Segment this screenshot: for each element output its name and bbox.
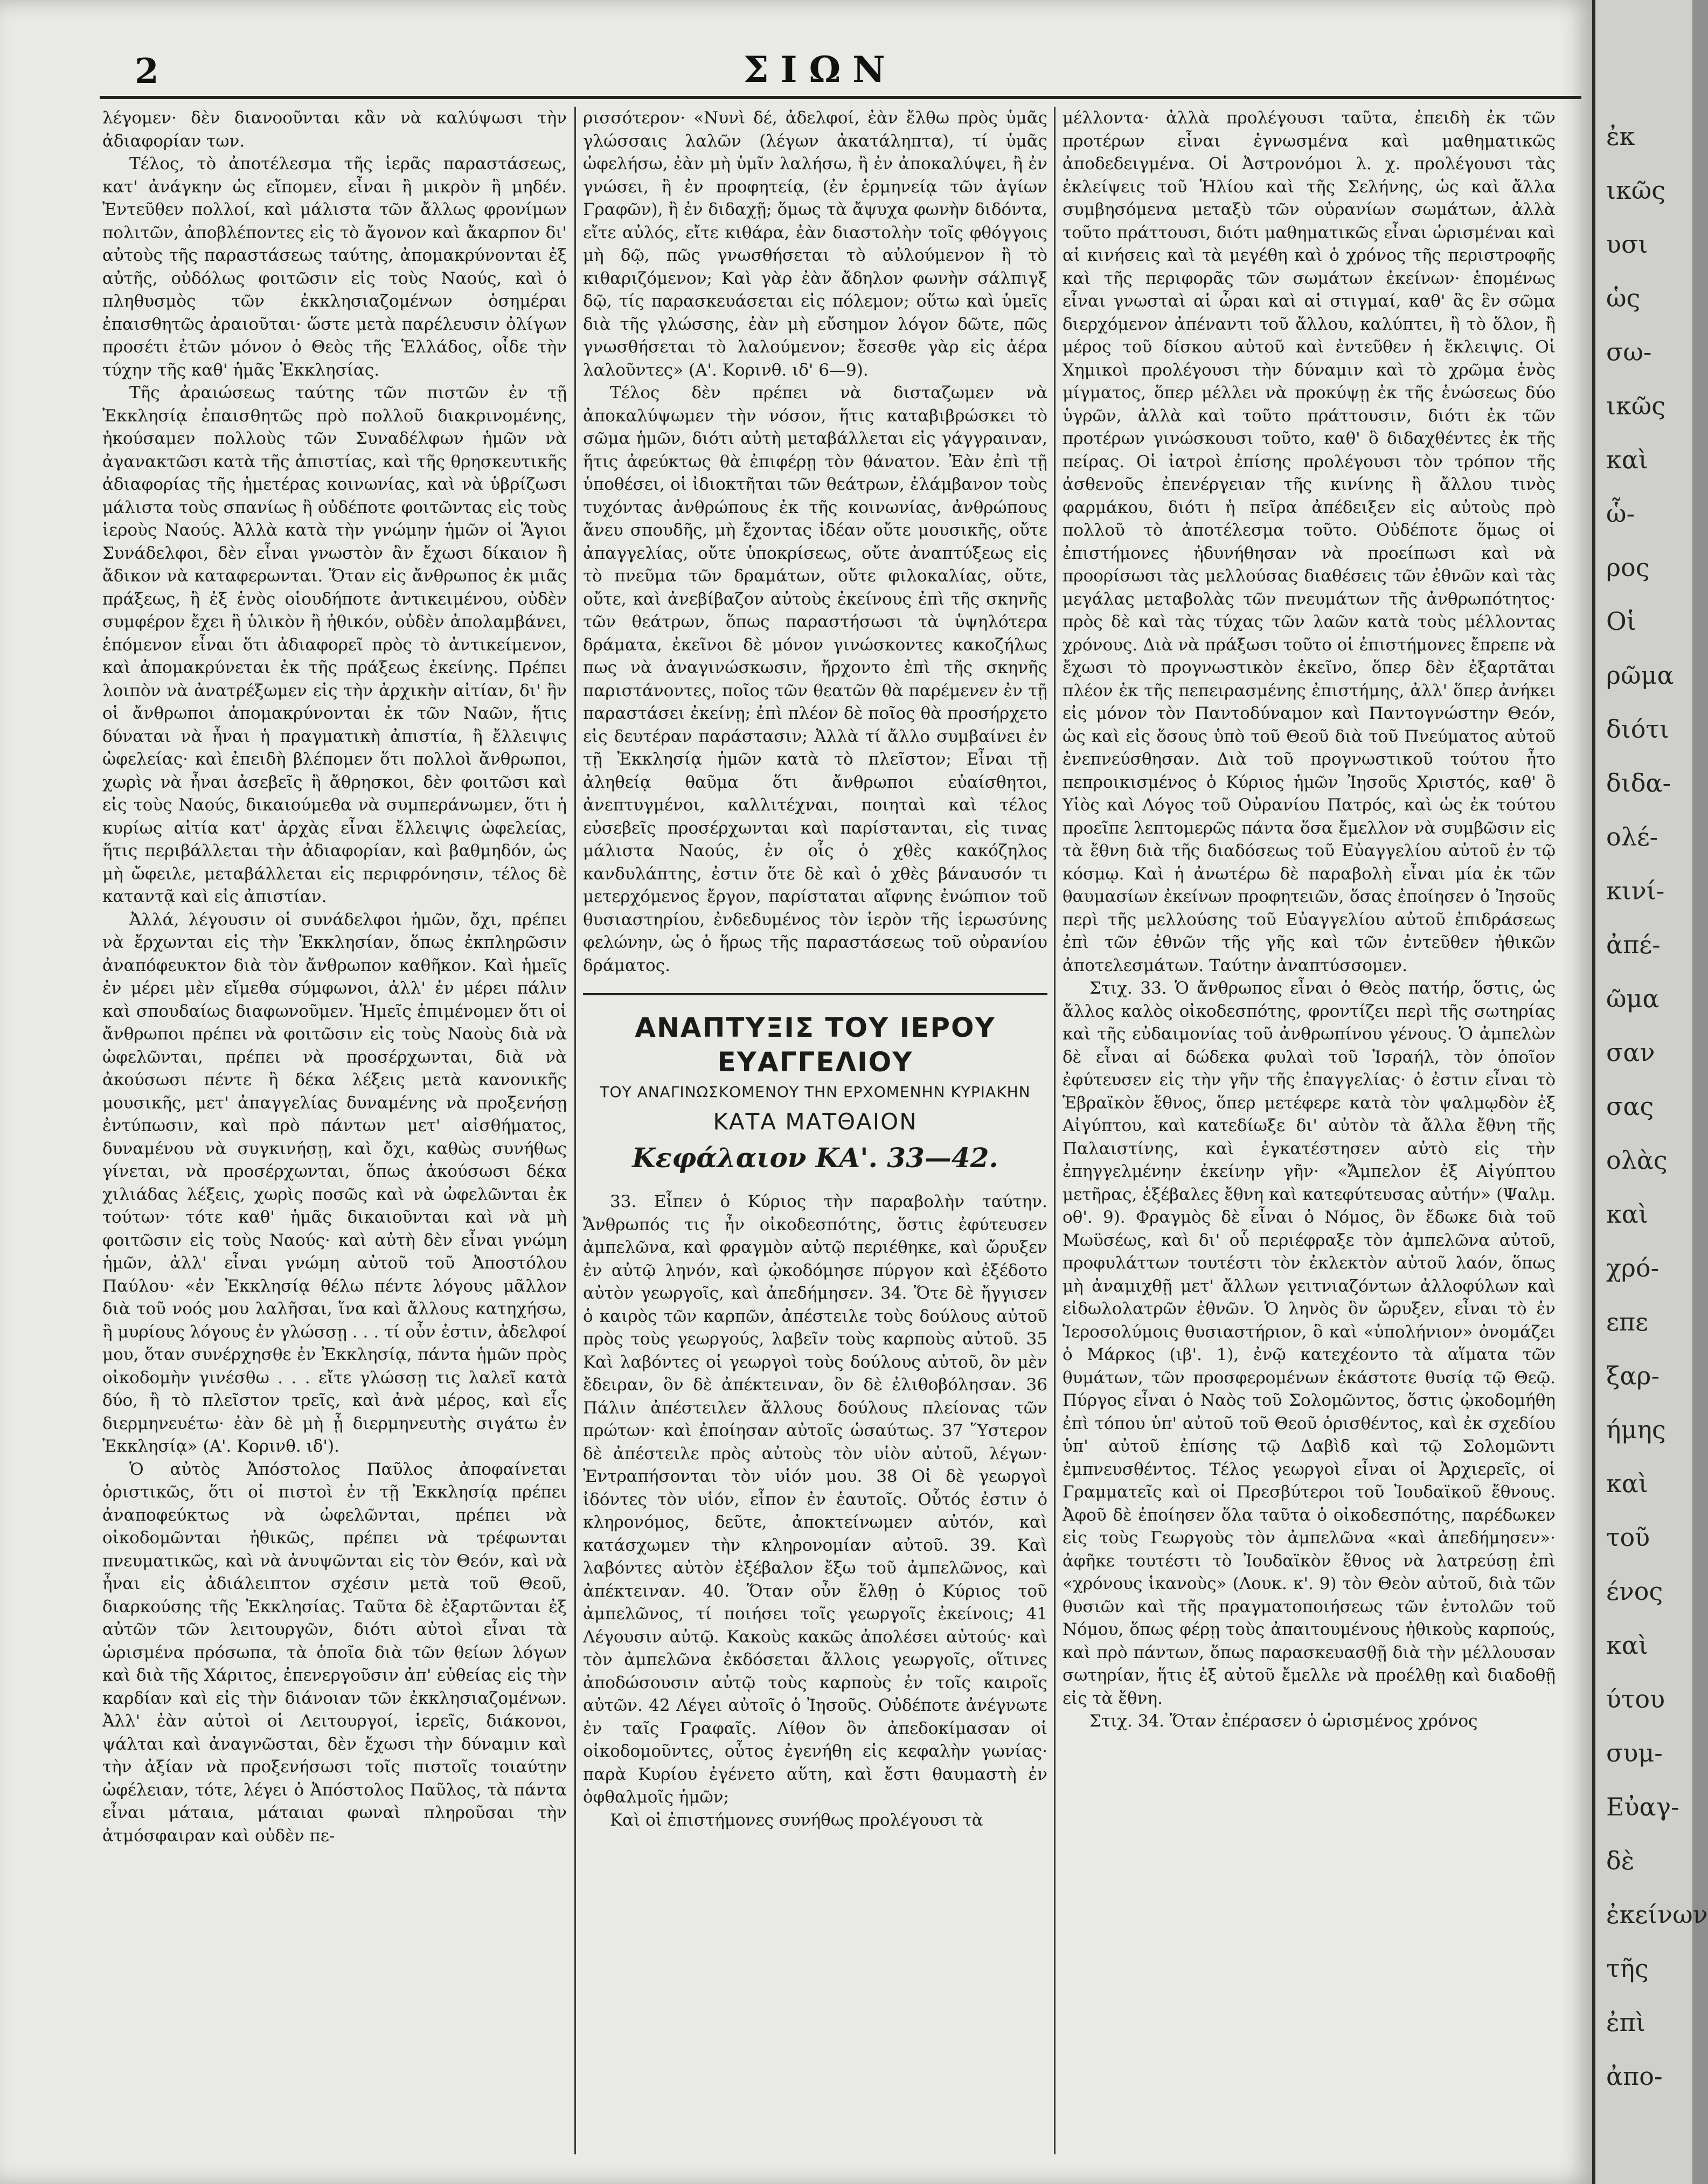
section-gospel: ΚΑΤΑ ΜΑΤΘΑΙΟΝ xyxy=(713,1108,918,1135)
adjacent-page-edge xyxy=(1592,0,1708,2184)
section-title: ΑΝΑΠΤΥΞΙΣ ΤΟΥ ΙΕΡΟΥ ΕΥΑΓΓΕΛΙΟΥ xyxy=(635,1012,996,1078)
gospel-section-heading xyxy=(583,993,1047,1177)
section-subtitle: ΤΟΥ ΑΝΑΓΙΝΩΣΚΟΜΕΝΟΥ ΤΗΝ ΕΡΧΟΜΕΝΗΝ ΚΥΡΙΑΚΗΝ xyxy=(600,1083,1031,1101)
paragraph: Ὁ αὐτὸς Ἀπόστολος Παῦλος ἀποφαίνεται ὁριστικῶς, ὅτι οἱ πιστοὶ ἐν τῇ Ἐκκλησίᾳ πρέπει ἀναποφεύκτως νὰ ὠφελῶνται, πρέπει νὰ οἰκοδομῶνται ἠθικῶς, πρέπει νὰ τρέφωνται πνευματικῶς, καὶ νὰ ἀνυψῶνται εἰς τὸν Θεόν, καὶ νὰ ἦναι εἰς ἀδιάλειπτον σχέσιν μετὰ τοῦ Θεοῦ, διαρκούσης τῆς Ἐκκλησίας. Ταῦτα δὲ ἐξαρτῶνται ἐξ αὐτῶν τῶν λειτουργῶν, διότι αὐτοὶ εἶναι τὰ ὡρισμένα πρόσωπα, τὰ ὁποῖα διὰ τῶν θείων λόγων καὶ διὰ τῆς Χάριτος, ἐπενεργοῦσιν ἀπ' εὐθείας εἰς τὴν καρδίαν καὶ εἰς τὴν διάνοιαν τῶν ἐκκλησιαζομένων. Ἀλλ' ἐὰν αὐτοὶ οἱ Λειτουργοί, ἱερεῖς, διάκονοι, ψάλται καὶ ἀναγνῶσται, δὲν ἔχωσι τὴν δύναμιν καὶ τὴν ἀξίαν νὰ προξενήσωσι τοῖς πιστοῖς τοιαύτην ὠφέλειαν, τότε, λέγει ὁ Ἀπόστολος Παῦλος, τὰ πάντα εἶναι μάταια, μάταιαι φωναὶ πληροῦσαι τὴν ἀτμόσφαιραν καὶ οὐδὲν πε- xyxy=(102,1459,567,1846)
next-page-fragment: ολὰς xyxy=(1606,1146,1668,1175)
next-page-fragment: καὶ xyxy=(1606,1631,1648,1660)
paragraph: Τέλος δὲν πρέπει νὰ δισταζωμεν νὰ ἀποκαλύψωμεν τὴν νόσον, ἥτις καταβιβρώσκει τὸ σῶμα ἡμῶν, διότι αὐτὴ μεταβάλλεται εἰς γάγγραιναν, ἥτις ἀφεύκτως θὰ ἐπιφέρῃ τὸν θάνατον. Ἐὰν ἐπὶ τῇ ὑποθέσει, οἱ ἰδιοκτῆται τῶν θεάτρων, ἐλάμβανον τοὺς τυχόντας ἀνθρώπους ἐκ τῆς κοινωνίας, ἀνθρώπους ἄνευ σπουδῆς, μὴ ἔχοντας ἰδέαν οὔτε μουσικῆς, οὔτε ἀπαγγελίας, οὔτε ὑποκρίσεως, οὔτε ἀναπτύξεως εἰς τὸ πνεῦμα τῶν δραμάτων, οὔτε φιλοκαλίας, οὔτε, οὔτε, καὶ ἀνεβίβαζον αὐτοὺς ἐκείνους ἐπὶ τῆς σκηνῆς τῶν θεάτρων, ὅπως παραστήσωσι τὰ ὑψηλότερα δράματα, ἐκεῖνοι δὲ μόνον γινώσκοντες κακοζήλως πως νὰ ἀναγινώσκωσιν, ἤρχοντο ἐπὶ τῆς σκηνῆς παριστάνοντες, ποῖος τῶν θεατῶν θὰ παρέμενεν ἐν τῇ παραστάσει ἐκείνῃ; ἐπὶ πλέον δὲ ποῖος θὰ προσήρχετο εἰς δευτέραν παράστασιν; Ἀλλὰ τί ἄλλο συμβαίνει ἐν τῇ Ἐκκλησίᾳ ἡμῶν κατὰ τὸ πλεῖστον; Εἶναι τῇ ἀληθείᾳ θαῦμα ὅτι ἄνθρωποι εὐαίσθητοι, ἀνεπτυγμένοι, καλλιτέχναι, ποιηταὶ καὶ τέλος εὐσεβεῖς προσέρχωνται καὶ παρίστανται, εἰς τινας μάλιστα Ναούς, ἐν οἷς ὁ χθὲς κακόζηλος κανδυλάπτης, ἐστιν ὅτε δὲ καὶ ὁ χθὲς βάναυσόν τι μετερχόμενος ἔργον, παρίσταται αἴφνης ἐνώπιον τοῦ θυσιαστηρίου, ἐνδεδυμένος τὸν ἱερὸν τῆς ἱερωσύνης φελώνην, ὡς ὁ ἥρως τῆς παραστάσεως τοῦ οὐρανίου δράματος. xyxy=(583,383,1047,975)
header-rule xyxy=(100,96,1581,99)
next-page-fragment: ῶμα xyxy=(1606,984,1660,1013)
paragraph: μέλλοντα· ἀλλὰ προλέγουσι ταῦτα, ἐπειδὴ ἐκ τῶν προτέρων εἶναι ἐγνωσμένα καὶ μαθηματικῶς ἀποδεδειγμένα. Οἱ Ἀστρονόμοι λ. χ. προλέγουσι τὰς ἐκλείψεις τοῦ Ἡλίου καὶ τῆς Σελήνης, ὡς καὶ ἄλλα συμβησόμενα μεταξὺ τῶν οὐρανίων σωμάτων, ἀλλὰ τοῦτο πράττουσι, διότι μαθηματικῶς εἶναι ὡρισμέναι καὶ αἱ κινήσεις καὶ τὰ μεγέθη καὶ ὁ χρόνος τῆς περιστροφῆς καὶ τῆς περιφορᾶς τῶν σωμάτων ἐκείνων· ἑπομένως εἶναι γνωσταὶ αἱ ὧραι καὶ αἱ στιγμαί, καθ' ἃς ἓν σῶμα διερχόμενον ἀπέναντι τοῦ ἄλλου, καλύπτει, ἢ τὸ ὅλον, ἢ μέρος τοῦ δίσκου αὐτοῦ καὶ ἐντεῦθεν ἡ ἔκλειψις. Οἱ Χημικοὶ προλέγουσι τὴν δύναμιν καὶ τὸ χρῶμα ἑνὸς μίγματος, ὅπερ μέλλει νὰ προκύψῃ ἐκ τῆς ἑνώσεως δύο ὑγρῶν, ἀλλὰ καὶ τοῦτο πράττουσιν, διότι ἐκ τῶν προτέρων γινώσκουσι τοῦτο, καθ' ὃ διδαχθέντες ἐκ τῆς πείρας. Οἱ ἰατροὶ ἐπίσης προλέγουσι τὸν τρόπον τῆς ἀσθενοῦς ἐπενέργειαν τῆς κινίνης ἢ ἄλλου τινὸς φαρμάκου, διότι ἡ πεῖρα ἀπέδειξεν εἰς αὐτοὺς πρὸ πολλοῦ τὸ ἀποτέλεσμα τοῦτο. Οὐδέποτε ὅμως οἱ ἐπιστήμονες ἠδυνήθησαν νὰ προείπωσι καὶ νὰ προορίσωσι τὰς μελλούσας διαθέσεις τῶν ἐθνῶν καὶ τὰς μεγάλας μεταβολὰς τῶν πνευμάτων τῆς ἀνθρωπότητος· πρὸς δὲ καὶ τὰς τύχας τῶν λαῶν κατὰ τοὺς μέλλοντας χρόνους. Διὰ νὰ πράξωσι τοῦτο οἱ ἐπιστήμονες ἔπρεπε νὰ ἔχωσι τὸ προγνωστικὸν ἐκεῖνο, ὅπερ δὲν ἐξαρτᾶται πλέον ἐκ τῆς πεπειρασμένης ἐπιστήμης, ἀλλ' ὅπερ ἀνήκει εἰς μόνον τὸν Παντοδύναμον καὶ Παντογνώστην Θεόν, ὡς καὶ εἰς ὅσους ὑπὸ τοῦ Θεοῦ διὰ τοῦ Πνεύματος αὐτοῦ ἐνεπνεύσθησαν. Διὰ τοῦ προγνωστικοῦ τούτου ἦτο πεπροικισμένος ὁ Κύριος ἡμῶν Ἰησοῦς Χριστός, καθ' ὃ Υἱὸς καὶ Λόγος τοῦ Οὐρανίου Πατρός, καὶ ὡς ἐκ τούτου προεῖπε λεπτομερῶς πάντα ὅσα ἔμελλον νὰ συμβῶσιν εἰς τὰ ἔθνη διὰ τῆς διαδόσεως τοῦ Εὐαγγελίου αὐτοῦ ἐν τῷ κόσμῳ. Καὶ ἡ ἀνωτέρω δὲ παραβολὴ εἶναι μία ἐκ τῶν θαυμασίων ἐκείνων προφητειῶν, ὅσας ἐποίησεν ὁ Ἰησοῦς περὶ τῆς μελλούσης τοῦ Εὐαγγελίου αὐτοῦ ἐπιδράσεως ἐπὶ τῶν ἐθνῶν τῆς γῆς καὶ τῶν ἐντεῦθεν ἠθικῶν ἀποτελεσμάτων. Ταύτην ἀναπτύσσομεν. xyxy=(1063,108,1556,975)
section-chapter: Κεφάλαιον ΚΑ'. 33—42. xyxy=(632,1142,998,1174)
column-divider xyxy=(1054,107,1056,2154)
next-page-fragment: καὶ xyxy=(1606,1469,1648,1498)
next-page-fragment: τῆς xyxy=(1606,1954,1649,1983)
column-3 xyxy=(1063,107,1556,2165)
next-page-fragment: καὶ xyxy=(1606,445,1648,474)
next-page-fragment: καὶ xyxy=(1606,1200,1648,1229)
next-page-fragment: δὲ xyxy=(1606,1846,1635,1875)
column-divider xyxy=(574,107,576,2154)
next-page-fragment: Οἱ xyxy=(1606,607,1636,636)
next-page-fragment: σας xyxy=(1606,1092,1654,1121)
masthead-title: ΣΙΩΝ xyxy=(744,48,897,91)
next-page-fragment: ἐπὶ xyxy=(1606,2008,1645,2037)
paragraph: Ἀλλά, λέγουσιν οἱ συνάδελφοι ἡμῶν, ὄχι, πρέπει νὰ ἔρχωνται εἰς τὴν Ἐκκλησίαν, ὅπως ἐκπληρῶσιν ἀναπόφευκτον διὰ τὸν ἄνθρωπον καθῆκον. Καὶ ἡμεῖς ἐν μέρει μὲν εἴμεθα σύμφωνοι, ἀλλ' ἐν μέρει πάλιν καὶ σπουδαίως διαφωνοῦμεν. Ἡμεῖς ἐπιμένομεν ὅτι οἱ ἄνθρωποι πρέπει νὰ φοιτῶσιν εἰς τοὺς Ναοὺς διὰ νὰ ὠφελῶνται, πρέπει νὰ προσέρχωνται, διὰ νὰ ἀκούσωσι πέντε ἢ δέκα λέξεις μετὰ κανονικῆς μουσικῆς, μετ' ἀπαγγελίας δυναμένης νὰ προξενήσῃ ἐντύπωσιν, καὶ πρὸ πάντων μετ' αἰσθήματος, δυναμένου νὰ συγκινήσῃ, καὶ ὄχι, καθὼς συνήθως γίνεται, νὰ προσέρχωνται, ὅπως ἀκούσωσι δέκα χιλιάδας λέξεις, χωρὶς ποσῶς καὶ νὰ ὠφελῶνται ἐκ τούτων· τότε καθ' ἡμᾶς δικαιοῦνται καὶ νὰ μὴ φοιτῶσιν εἰς τοὺς Ναούς· καὶ αὐτὴ δὲν εἶναι γνώμη ἡμῶν, ἀλλ' εἶναι γνώμη αὐτοῦ τοῦ Ἀποστόλου Παύλου· «ἐν Ἐκκλησίᾳ θέλω πέντε λόγους μᾶλλον διὰ τοῦ νοός μου λαλῆσαι, ἵνα καὶ ἄλλους κατηχήσω, ἢ μυρίους λόγους ἐν γλώσσῃ . . . τί οὖν ἐστιν, ἀδελφοί μου, ὅταν συνέρχησθε ἐν Ἐκκλησίᾳ, πάντα ἡμῶν πρὸς οἰκοδομὴν γινέσθω . . . εἴτε γλώσσῃ τις λαλεῖ κατὰ δύο, ἢ τὸ πλεῖστον τρεῖς, καὶ ἀνὰ μέρος, καὶ εἷς διερμηνευέτω· ἐὰν δὲ μὴ ᾖ διερμηνευτὴς σιγάτω ἐν Ἐκκλησίᾳ» (Α'. Κορινθ. ιδ'). xyxy=(102,910,567,1456)
section-rule xyxy=(583,993,1047,995)
column-1 xyxy=(102,107,567,2165)
next-page-fragment: ήμης xyxy=(1606,1415,1666,1444)
next-page-fragment: ρῶμα xyxy=(1606,661,1674,690)
next-page-fragment: σω- xyxy=(1606,337,1652,366)
next-page-fragment: χρό- xyxy=(1606,1253,1660,1282)
next-page-fragment: ἐκ xyxy=(1606,122,1635,151)
column-2 xyxy=(583,107,1047,2165)
next-page-fragment: κινί- xyxy=(1606,876,1665,905)
paragraph: Στιχ. 33. Ὁ ἄνθρωπος εἶναι ὁ Θεὸς πατήρ, ὅστις, ὡς ἄλλος καλὸς οἰκοδεσπότης, φροντίζει περὶ τῆς σωτηρίας καὶ τῆς εὐδαιμονίας τοῦ ἀνθρωπίνου γένους. Ὁ ἀμπελὼν δὲ εἶναι αἱ δώδεκα φυλαὶ τοῦ Ἰσραήλ, τὸν ὁποῖον ἐφύτευσεν εἰς τὴν γῆν τῆς ἐπαγγελίας· ὁ ἐστιν εἶναι τὸ Ἑβραϊκὸν ἔθνος, ὅπερ μετέφερε κατὰ τὸν ψαλμῳδὸν ἐξ Αἰγύπτου, καὶ κατεδίωξε δι' αὐτὸν τὰ ἄλλα ἔθνη τῆς Παλαιστίνης, καὶ ἐγκατέστησεν αὐτὸ εἰς τὴν ἐπηγγελμένην ἐκείνην γῆν· «Ἄμπελον ἐξ Αἰγύπτου μετῆρας, ἐξέβαλες ἔθνη καὶ κατεφύτευσας αὐτήν» (Ψαλμ. οθ'. 9). Φραγμὸς δὲ εἶναι ὁ Νόμος, ὃν ἔδωκε διὰ τοῦ Μωϋσέως, καὶ δι' οὗ περιέφραξε τὸν ἀμπελῶνα αὐτοῦ, προφυλάττων τουτέστι τὸν ἐκλεκτὸν αὐτοῦ λαόν, ὅπως μὴ ἀναμιχθῇ μετ' ἄλλων γειτνιαζόντων ἀλλοφύλων καὶ εἰδωλολατρῶν ἐθνῶν. Ὁ ληνὸς ὃν ὤρυξεν, εἶναι τὸ ἐν Ἱεροσολύμοις θυσιαστήριον, ὃ καὶ «ὑπολήνιον» ὀνομάζει ὁ Μάρκος (ιβ'. 1), ἐνῷ κατεχέοντο τὰ αἵματα τῶν θυμάτων, τῶν προσφερομένων ἑκάστοτε θυσίᾳ τῷ Θεῷ. Πύργος εἶναι ὁ Ναὸς τοῦ Σολομῶντος, ὅστις ᾠκοδομήθη ἐπὶ τόπου ὑπ' αὐτοῦ τοῦ Θεοῦ ὁρισθέντος, καὶ ἐκ σχεδίου ὑπ' αὐτοῦ ἐπίσης τῷ Δαβὶδ καὶ τῷ Σολομῶντι ἐμπνευσθέντος. Τέλος γεωργοὶ εἶναι οἱ Ἀρχιερεῖς, οἱ Γραμματεῖς καὶ οἱ Πρεσβύτεροι τοῦ Ἰουδαϊκοῦ ἔθνους. Ἀφοῦ δὲ ἐποίησεν ὅλα ταῦτα ὁ οἰκοδεσπότης, παρέδωκεν εἰς τοὺς Γεωργοὺς τὸν ἀμπελῶνα «καὶ ἀπεδήμησεν»· ἀφῆκε τουτέστι τὸ Ἰουδαϊκὸν ἔθνος νὰ λατρεύσῃ ἐπὶ «χρόνους ἱκανοὺς» (Λουκ. κ'. 9) τὸν Θεὸν αὐτοῦ, διὰ τῶν θυσιῶν καὶ τῆς πραγματοποιήσεως τῶν ἐντολῶν τοῦ Νόμου, ὅπως φέρῃ τοὺς ἀπαιτουμένους ἠθικοὺς καρπούς, καὶ πρὸ πάντων, ὅπως παρασκευασθῇ διὰ τὴν μέλλουσαν σωτηρίαν, ἥτις ἐξ αὐτοῦ ἔμελλε νὰ προέλθῃ καὶ διαδοθῇ εἰς τὰ ἔθνη. xyxy=(1063,979,1556,1708)
page-number: 2 xyxy=(135,51,159,92)
next-page-fragment: σαν xyxy=(1606,1038,1655,1067)
next-page-fragment: υσι xyxy=(1606,230,1648,259)
next-page-fragment: ικῶς xyxy=(1606,391,1666,420)
next-page-fragment: επε xyxy=(1606,1307,1648,1336)
next-page-fragment: ρος xyxy=(1606,553,1650,582)
next-page-fragment: ἐκείνων xyxy=(1606,1900,1708,1929)
next-page-fragment: ἀπο- xyxy=(1606,2062,1663,2091)
next-page-fragment: συμ- xyxy=(1606,1738,1663,1767)
next-page-fragment: τοῦ xyxy=(1606,1523,1650,1552)
paragraph: 33. Εἶπεν ὁ Κύριος τὴν παραβολὴν ταύτην. Ἄνθρωπός τις ἦν οἰκοδεσπότης, ὅστις ἐφύτευσεν ἀμπελῶνα, καὶ φραγμὸν αὐτῷ περιέθηκε, καὶ ὤρυξεν ἐν αὐτῷ ληνόν, καὶ ᾠκοδόμησε πύργον καὶ ἐξέδοτο αὐτὸν γεωργοῖς, καὶ ἀπεδήμησεν. 34. Ὅτε δὲ ἤγγισεν ὁ καιρὸς τῶν καρπῶν, ἀπέστειλε τοὺς δούλους αὐτοῦ πρὸς τοὺς γεωργούς, λαβεῖν τοὺς καρποὺς αὐτοῦ. 35 Καὶ λαβόντες οἱ γεωργοὶ τοὺς δούλους αὐτοῦ, ὃν μὲν ἔδειραν, ὃν δὲ ἀπέκτειναν, ὃν δὲ ἐλιθοβόλησαν. 36 Πάλιν ἀπέστειλεν ἄλλους δούλους πλείονας τῶν πρώτων· καὶ ἐποίησαν αὐτοῖς ὡσαύτως. 37 Ὕστερον δὲ ἀπέστειλε πρὸς αὐτοὺς τὸν υἱὸν αὐτοῦ, λέγων· Ἐντραπήσονται τὸν υἱόν μου. 38 Οἱ δὲ γεωργοὶ ἰδόντες τὸν υἱόν, εἶπον ἐν ἑαυτοῖς. Οὗτός ἐστιν ὁ κληρονόμος, δεῦτε, ἀποκτείνωμεν αὐτόν, καὶ κατάσχωμεν τὴν κληρονομίαν αὐτοῦ. 39. Καὶ λαβόντες αὐτὸν ἐξέβαλον ἔξω τοῦ ἀμπελῶνος, καὶ ἀπέκτειναν. 40. Ὅταν οὖν ἔλθῃ ὁ Κύριος τοῦ ἀμπελῶνος, τί ποιήσει τοῖς γεωργοῖς ἐκείνοις; 41 Λέγουσιν αὐτῷ. Κακοὺς κακῶς ἀπολέσει αὐτούς· καὶ τὸν ἀμπελῶνα ἐκδόσεται ἄλλοις γεωργοῖς, οἵτινες ἀποδώσουσιν αὐτῷ τοὺς καρποὺς ἐν τοῖς καιροῖς αὐτῶν. 42 Λέγει αὐτοῖς ὁ Ἰησοῦς. Οὐδέποτε ἀνέγνωτε ἐν ταῖς Γραφαῖς. Λίθον ὃν ἀπεδοκίμασαν οἱ οἰκοδομοῦντες, οὗτος ἐγενήθη εἰς κεφαλὴν γωνίας· παρὰ Κυρίου ἐγένετο αὕτη, καὶ ἔστι θαυμαστὴ ἐν ὀφθαλμοῖς ἡμῶν; xyxy=(583,1192,1047,1807)
paragraph: Καὶ οἱ ἐπιστήμονες συνήθως προλέγουσι τὰ xyxy=(610,1810,983,1830)
paragraph: Τέλος, τὸ ἀποτέλεσμα τῆς ἱερᾶς παραστάσεως, κατ' ἀνάγκην ὡς εἴπομεν, εἶναι ἢ μικρὸν ἢ μηδέν. Ἐντεῦθεν πολλοί, καὶ μάλιστα τῶν ἄλλως φρονίμων πολιτῶν, ἀποβλέποντες εἰς τὸ ἄγονον καὶ ἄκαρπον δι' αὐτοὺς τῆς παραστάσεως ταύτης, ἀπομακρύνονται ἐξ αὐτῆς, οὐδόλως φοιτῶσιν εἰς τοὺς Ναούς, καὶ ὁ πληθυσμὸς τῶν ἐκκλησιαζομένων ὁσημέραι ἐπαισθητῶς ἀραιοῦται· ὥστε μετὰ παρέλευσιν ὀλίγων προσέτι ἐτῶν μόνον ὁ Θεὸς τῆς Ἑλλάδος, οἶδε τὴν τύχην τῆς καθ' ἡμᾶς Ἐκκλησίας. xyxy=(102,154,567,380)
next-page-fragment: ξαρ- xyxy=(1606,1361,1660,1390)
next-page-fragment: ύτου xyxy=(1606,1684,1665,1714)
paragraph: λέγομεν· δὲν διανοοῦνται κἂν νὰ καλύψωσι τὴν ἀδιαφορίαν των. xyxy=(102,108,567,151)
next-page-fragment: ικῶς xyxy=(1606,176,1666,205)
next-page-fragment: Εὐαγ- xyxy=(1606,1792,1679,1821)
next-page-fragment: ένος xyxy=(1606,1577,1663,1606)
next-page-fragment: ολέ- xyxy=(1606,822,1658,851)
next-page-fragment: ὧ- xyxy=(1606,499,1635,528)
next-page-fragment: ἀπέ- xyxy=(1606,930,1661,959)
next-page-fragment: διότι xyxy=(1606,715,1669,744)
paragraph: Τῆς ἀραιώσεως ταύτης τῶν πιστῶν ἐν τῇ Ἐκκλησίᾳ ἐπαισθητῶς πρὸ πολλοῦ διακρινομένης, ἠκούσαμεν πολλοὺς τῶν Συναδέλφων ἡμῶν νὰ ἀγανακτῶσι κατὰ τῆς ἀπιστίας, καὶ τῆς θρησκευτικῆς ἀδιαφορίας τῆς ἡμετέρας κοινωνίας, καὶ νὰ ὑβρίζωσι μάλιστα τοὺς σπανίως ἢ οὐδέποτε φοιτῶντας εἰς τοὺς ἱεροὺς Ναούς. Ἀλλὰ κατὰ τὴν γνώμην ἡμῶν οἱ Ἅγιοι Συνάδελφοι, δὲν εἶναι γνωστὸν ἂν ἔχωσι δίκαιον ἢ ἄδικον νὰ καταφερωνται. Ὅταν εἰς ἄνθρωπος ἐκ μιᾶς πράξεως, ἢ ἐξ ἑνὸς οἱουδήποτε ἀντικειμένου, οὐδὲν συμφέρον ἔχει ἢ ὑλικὸν ἢ ἠθικόν, οὐδὲν ἀπολαμβάνει, ἑπόμενον εἶναι ὅτι ἀδιαφορεῖ πρὸς τὸ ἀντικείμενον, καὶ ἀπομακρύνεται ἐκ τῆς πράξεως ἐκείνης. Πρέπει λοιπὸν νὰ ἀνατρέξωμεν εἰς τὴν ἀρχικὴν αἰτίαν, δι' ἣν οἱ ἄνθρωποι ἀπομακρύνονται ἐκ τῶν Ναῶν, ἥτις δύναται νὰ ἦναι ἡ πραγματικὴ ἀπιστία, ἢ ἔλλειψις ὠφελείας· καὶ ἐπειδὴ βλέπομεν ὅτι πολλοὶ ἄνθρωποι, χωρὶς νὰ ἦναι ἀσεβεῖς ἢ ἄθρησκοι, δὲν φοιτῶσι καὶ εἰς τοὺς Ναούς, δικαιούμεθα νὰ συμπεράνωμεν, ὅτι ἡ κυρίως αἰτία κατ' ἀρχὰς εἶναι ἔλλειψις ὠφελείας, ἥτις περιβάλλεται τὴν ἀδιαφορίαν, καὶ βαθμηδόν, ὡς μὴ ὤφειλε, μεταβάλλεται εἰς περιφρόνησιν, τέλος δὲ καταντᾷ καὶ εἰς ἀπιστίαν. xyxy=(102,383,567,906)
paragraph: Στιχ. 34. Ὅταν ἐπέρασεν ὁ ὡρισμένος χρόνος xyxy=(1089,1711,1478,1731)
next-page-fragment: ὡς xyxy=(1606,283,1641,313)
next-page-fragment: διδα- xyxy=(1606,768,1671,798)
paragraph: ρισσότερον· «Νυνὶ δέ, ἀδελφοί, ἐὰν ἔλθω πρὸς ὑμᾶς γλώσσαις λαλῶν (λέγων ἀκατάληπτα), τί ὑμᾶς ὠφελήσω, ἐὰν μὴ ὑμῖν λαλήσω, ἢ ἐν ἀποκαλύψει, ἢ ἐν γνώσει, ἢ ἐν προφητείᾳ, (ἐν ἑρμηνείᾳ τῶν ἁγίων Γραφῶν), ἢ ἐν διδαχῇ; ὅμως τὰ ἄψυχα φωνὴν διδόντα, εἴτε αὐλός, εἴτε κιθάρα, ἐὰν διαστολὴν τοῖς φθόγγοις μὴ δῷ, πῶς γνωσθήσεται τὸ αὐλούμενον ἢ τὸ κιθαριζόμενον; Καὶ γὰρ ἐὰν ἄδηλον φωνὴν σάλπιγξ δῷ, τίς παρασκευάσεται εἰς πόλεμον; οὕτω καὶ ὑμεῖς διὰ τῆς γλώσσης, ἐὰν μὴ εὔσημον λόγον δῶτε, πῶς γνωσθήσεται τὸ λαλούμενον; ἔσεσθε γὰρ εἰς ἀέρα λαλοῦντες» (Α'. Κορινθ. ιδ' 6—9). xyxy=(583,108,1047,380)
